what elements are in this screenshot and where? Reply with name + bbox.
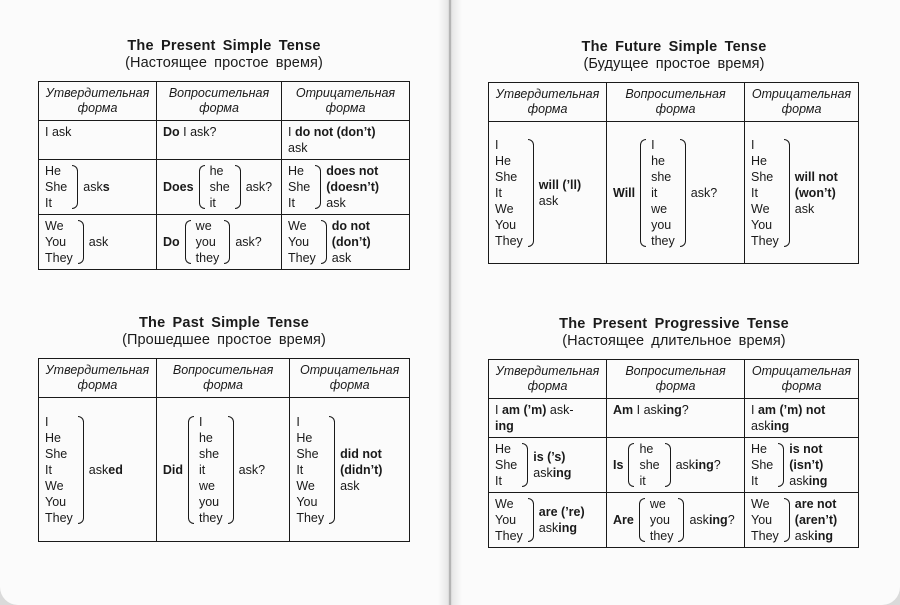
future-simple-section [488,39,860,264]
header-negative: Отрицательная форма [290,359,410,398]
cell-affirmative: I am (’m) ask- ing [489,399,607,438]
section-subtitle: (Настоящее простое время) [125,55,323,71]
brace [224,220,230,264]
cell-negative: He She It does not (doesn’t) ask [282,160,410,215]
brace [522,443,528,487]
brace [528,498,534,542]
brace [665,443,671,487]
grammar-table [488,82,859,264]
header-negative: Отрицательная форма [745,360,859,399]
cell-affirmative: We You They are (’re) asking [489,493,607,548]
header-question: Вопросительная форма [607,83,745,122]
header-question: Вопросительная форма [156,359,289,398]
section-title: The Future Simple Tense [581,39,767,55]
cell-question: Did I he she it we you they ask? [156,398,289,542]
brace [329,416,335,524]
header-affirmative: Утвердительная форма [489,83,607,122]
grammar-table [38,358,410,542]
brace [199,165,205,209]
header-negative: Отрицательная форма [745,83,859,122]
section-title: The Past Simple Tense [138,315,310,331]
header-question: Вопросительная форма [157,82,282,121]
cell-question: Do we you they ask? [157,215,282,270]
present-simple-section [38,38,410,270]
header-affirmative: Утвердительная форма [39,359,157,398]
brace [628,443,634,487]
grammar-table [38,81,410,270]
grammar-table [488,359,859,548]
section-title: The Present Simple Tense [127,38,321,54]
header-question: Вопросительная форма [607,360,745,399]
cell-affirmative: I ask [39,121,157,160]
brace [78,416,84,524]
brace [678,498,684,542]
brace [185,220,191,264]
brace [321,220,327,264]
cell-negative: I He She It We You They will not (won’t) ask [745,122,859,264]
book-spine [438,0,462,605]
section-subtitle: (Настоящее длительное время) [562,333,786,349]
cell-negative: I am (’m) not asking [745,399,859,438]
cell-affirmative: He She It asks [39,160,157,215]
header-affirmative: Утвердительная форма [489,360,607,399]
brace [680,139,686,247]
cell-affirmative: We You They ask [39,215,157,270]
cell-affirmative: He She It is (’s) asking [489,438,607,493]
brace [228,416,234,524]
brace [235,165,241,209]
brace [188,416,194,524]
cell-negative: We You They do not (don’t) ask [282,215,410,270]
cell-question: Are we you they asking? [607,493,745,548]
section-title: The Present Progressive Tense [559,316,789,332]
cell-negative: We You They are not (aren’t) asking [745,493,859,548]
brace [639,498,645,542]
brace [640,139,646,247]
brace [72,165,78,209]
brace [784,498,790,542]
past-simple-section [38,315,410,542]
header-affirmative: Утвердительная форма [39,82,157,121]
section-subtitle: (Будущее простое время) [583,56,765,72]
section-subtitle: (Прошедшее простое время) [122,332,326,348]
cell-question: Is he she it asking? [607,438,745,493]
cell-affirmative: I He She It We You They asked [39,398,157,542]
brace [315,165,321,209]
cell-negative: I do not (don’t) ask [282,121,410,160]
cell-question: Does he she it ask? [157,160,282,215]
cell-question: Am I asking? [607,399,745,438]
present-progressive-section [488,316,860,548]
cell-negative: I He She It We You They did not (didn’t) ask [290,398,410,542]
cell-affirmative: I He She It We You They will (’ll) ask [489,122,607,264]
brace [778,443,784,487]
cell-question: Will I he she it we you they ask? [607,122,745,264]
brace [528,139,534,247]
header-negative: Отрицательная форма [282,82,410,121]
cell-negative: He She It is not (isn’t) asking [745,438,859,493]
brace [78,220,84,264]
brace [784,139,790,247]
cell-question: Do I ask? [157,121,282,160]
